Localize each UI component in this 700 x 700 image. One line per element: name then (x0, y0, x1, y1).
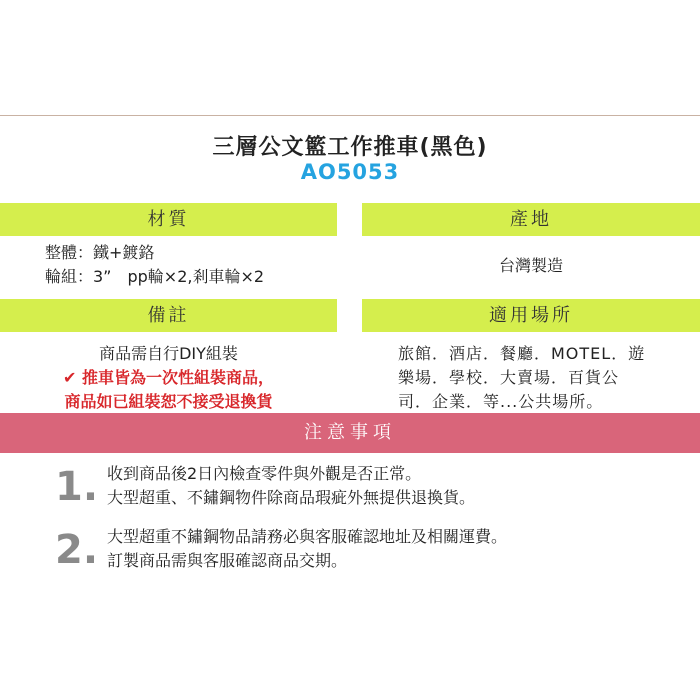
material-line-body: 整體：鐵+鍍鉻 (45, 243, 155, 262)
notice-item-number: 1. (55, 464, 99, 510)
notice-item-line: 大型超重不鏽鋼物品請務必與客服確認地址及相關運費。 (107, 527, 508, 546)
venues-header: 適用場所 (362, 299, 700, 332)
notes-warning-line1: ✔ 推車皆為一次性組裝商品， (63, 368, 274, 387)
product-model-number: AO5053 (300, 160, 400, 184)
notice-item-number: 2. (55, 527, 99, 573)
material-line-wheels: 輪組：3” pp輪×2,剎車輪×2 (45, 267, 265, 286)
notes-warning-line2: 商品如已組裝恕不接受退換貨 (64, 392, 273, 411)
notice-item-text (107, 525, 507, 573)
material-content (45, 241, 335, 289)
venues-line: 司．企業．等...公共場所。 (398, 392, 604, 411)
venues-line: 樂場．學校．大賣場．百貨公 (398, 368, 620, 387)
notice-item-line: 收到商品後2日內檢查零件與外觀是否正常。 (107, 464, 422, 483)
notice-item (55, 462, 675, 522)
notice-item-line: 訂製商品需與客服確認商品交期。 (107, 551, 348, 570)
product-title: 三層公文籃工作推車(黑色) (212, 135, 488, 160)
origin-value: 台灣製造 (498, 256, 563, 275)
notes-line-diy: 商品需自行DIY組裝 (99, 344, 238, 363)
notes-header: 備註 (0, 299, 337, 332)
notes-content (0, 342, 337, 414)
origin-header: 產地 (362, 203, 700, 236)
venues-content (398, 342, 668, 414)
notice-item-text (107, 462, 475, 510)
material-header: 材質 (0, 203, 337, 236)
notice-item-line: 大型超重、不鏽鋼物件除商品瑕疵外無提供退換貨。 (107, 488, 476, 507)
venues-line: 旅館．酒店．餐廳．MOTEL．遊 (398, 344, 646, 363)
notice-header: 注意事項 (0, 413, 700, 453)
notice-item (55, 525, 675, 585)
top-divider (0, 115, 700, 116)
